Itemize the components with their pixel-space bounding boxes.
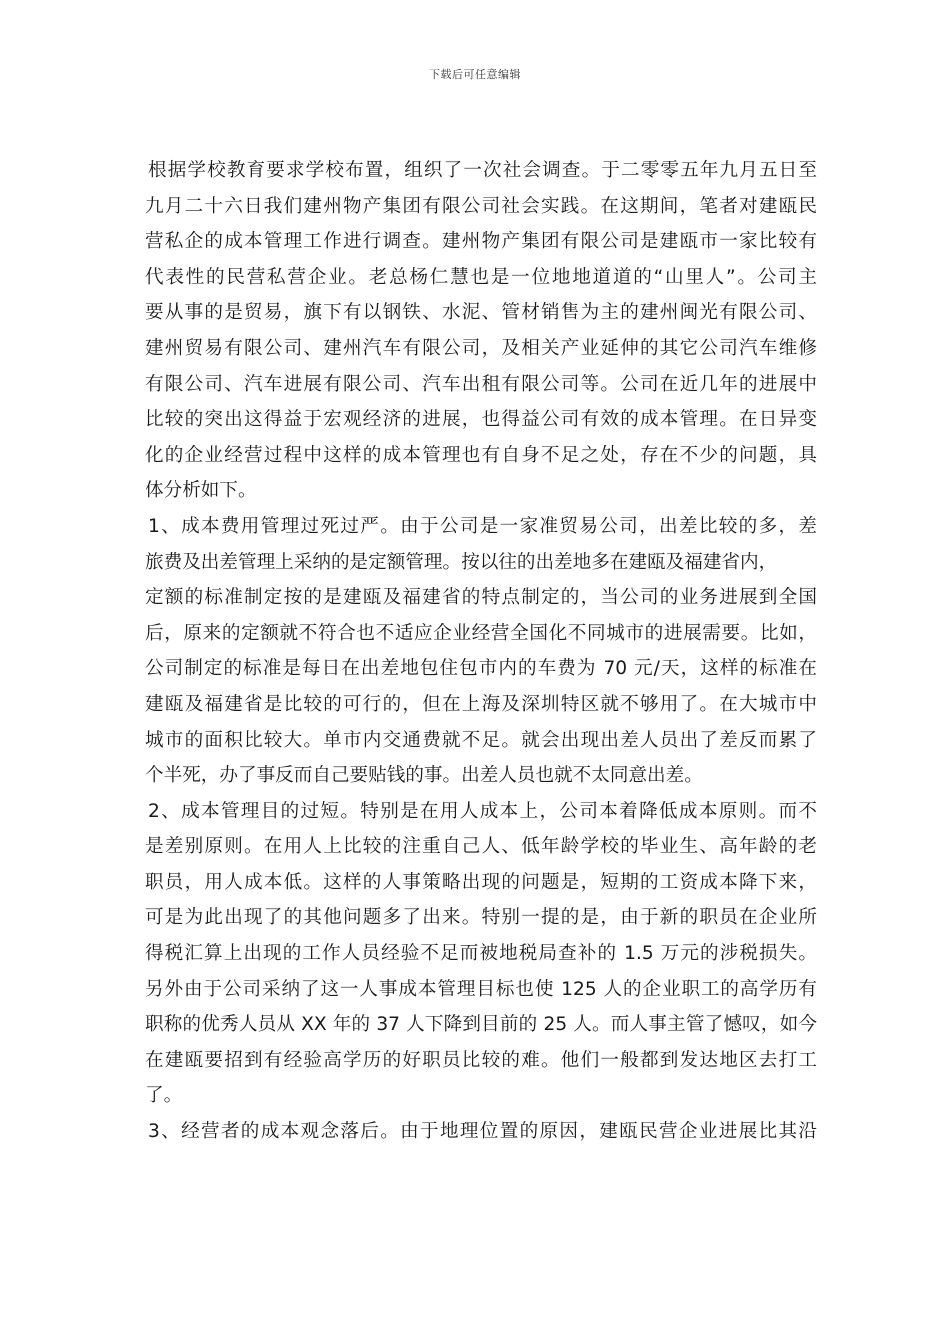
text-line: 九月二十六日我们建州物产集团有限公司社会实践。在这期间，笔者对建瓯民 [145,195,817,217]
text-line: 建州贸易有限公司、建州汽车有限公司，及相关产业延伸的其它公司汽车维修 [145,337,817,359]
document-body [145,153,817,1150]
text-line: 职员，用人成本低。这样的人事策略出现的问题是，短期的工资成本降下来， [145,871,817,893]
text-line: 要从事的是贸易，旗下有以钢铁、水泥、管材销售为主的建州闽光有限公司、 [145,302,817,324]
text-line: 营私企的成本管理工作进行调查。建州物产集团有限公司是建瓯市一家比较有 [145,231,817,253]
text-line: 3、经营者的成本观念落后。由于地理位置的原因，建瓯民营企业进展比其沿 [148,1121,817,1143]
text-line: 个半死，办了事反而自己要贴钱的事。出差人员也就不太同意出差。 [145,765,703,787]
text-line: 比较的突出这得益于宏观经济的进展，也得益公司有效的成本管理。在日异变 [145,409,817,431]
text-line: 定额的标准制定按的是建瓯及福建省的特点制定的，当公司的业务进展到全国 [145,587,817,609]
text-line: 化的企业经营过程中这样的成本管理也有自身不足之处，存在不少的问题，具 [145,444,817,466]
text-line: 旅费及出差管理上采纳的是定额管理。按以往的出差地多在建瓯及福建省内， [145,551,778,573]
text-line: 在建瓯要招到有经验高学历的好职员比较的难。他们一般都到发达地区去打工 [145,1049,817,1071]
text-line: 2、成本管理目的过短。特别是在用人成本上，公司本着降低成本原则。而不 [148,800,817,822]
text-line: 职称的优秀人员从 XX 年的 37 人下降到目前的 25 人。而人事主管了憾叹，如今 [145,1014,817,1036]
text-line: 有限公司、汽车进展有限公司、汽车出租有限公司等。公司在近几年的进展中 [145,373,817,395]
text-line: 了。 [145,1085,183,1107]
text-line: 后，原来的定额就不符合也不适应企业经营全国化不同城市的进展需要。比如， [145,622,817,644]
text-line: 代表性的民营私营企业。老总杨仁慧也是一位地地道道的“山里人”。公司主 [145,266,817,288]
text-line: 1、成本费用管理过死过严。由于公司是一家准贸易公司，出差比较的多，差 [148,515,817,537]
text-line: 根据学校教育要求学校布置，组织了一次社会调查。于二零零五年九月五日至 [148,160,817,181]
text-line: 另外由于公司采纳了这一人事成本管理目标也使 125 人的企业职工的高学历有 [145,978,817,1000]
page-header: 下载后可任意编辑 [429,68,521,81]
text-line: 是差别原则。在用人上比较的注重自己人、低年龄学校的毕业生、高年龄的老 [145,836,817,858]
text-line: 城市的面积比较大。单市内交通费就不足。就会出现出差人员出了差反而累了 [145,729,817,751]
text-line: 公司制定的标准是每日在出差地包住包市内的车费为 70 元/天，这样的标准在 [145,658,817,680]
text-line: 得税汇算上出现的工作人员经验不足而被地税局查补的 1.5 万元的涉税损失。 [145,943,817,965]
text-line: 建瓯及福建省是比较的可行的，但在上海及深圳特区就不够用了。在大城市中 [145,693,817,715]
text-line: 体分析如下。 [145,480,257,502]
text-line: 可是为此出现了的其他问题多了出来。特别一提的是，由于新的职员在企业所 [145,907,817,929]
